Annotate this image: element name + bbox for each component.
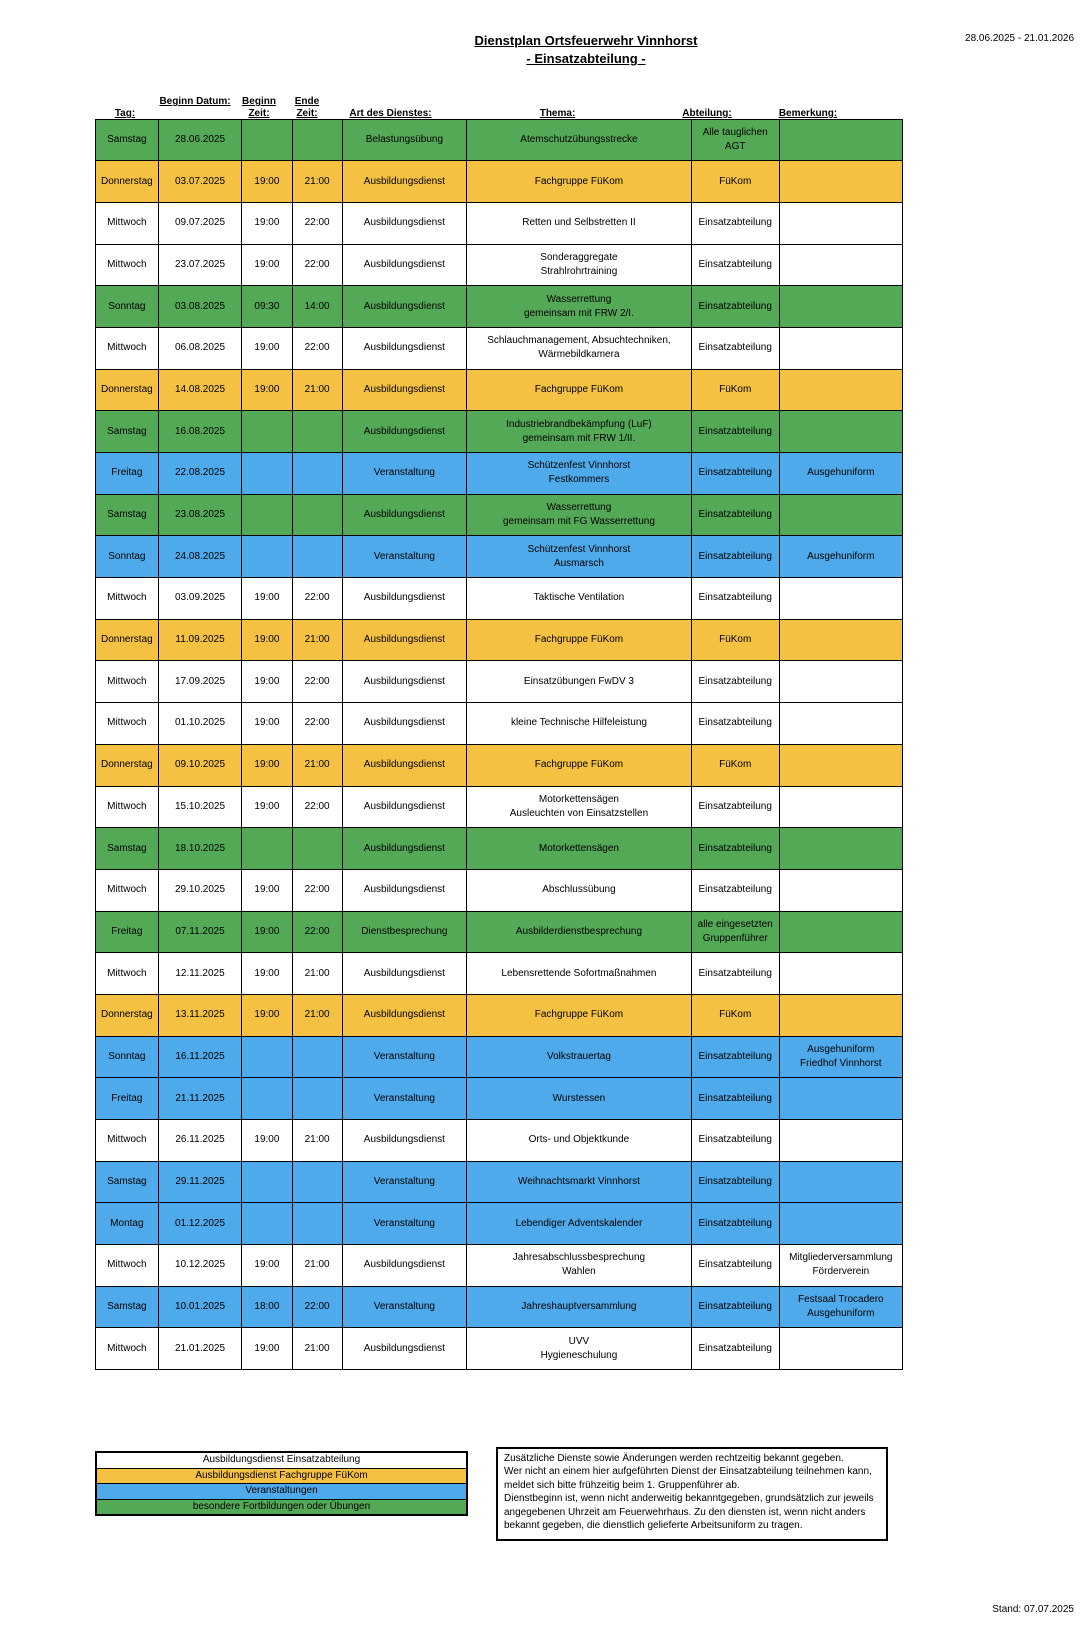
header-beginn-datum: Beginn Datum: xyxy=(159,96,231,107)
cell-tag: Mittwoch xyxy=(96,327,159,369)
cell-datum: 09.07.2025 xyxy=(158,202,242,244)
table-row xyxy=(96,536,903,578)
cell-thema: Fachgruppe FüKom xyxy=(467,994,692,1036)
cell-ende xyxy=(292,411,342,453)
cell-thema: Wasserrettung gemeinsam mit FG Wasserrettung xyxy=(467,494,692,536)
cell-abteilung: Einsatzabteilung xyxy=(691,1203,779,1245)
cell-datum: 03.07.2025 xyxy=(158,161,242,203)
cell-bemerkung xyxy=(779,411,902,453)
table-row xyxy=(96,1036,903,1078)
table-row xyxy=(96,411,903,453)
cell-art: Veranstaltung xyxy=(342,1161,466,1203)
note-line: Wer nicht an einem hier aufgeführten Dienst der Einsatzabteilung teilnehmen kann, meldet sich bitte frühzeitig beim 1. Gruppenführer ab. xyxy=(504,1466,872,1491)
cell-ende: 22:00 xyxy=(292,911,342,953)
cell-beginn xyxy=(242,1036,292,1078)
table-row xyxy=(96,828,903,870)
cell-tag: Sonntag xyxy=(96,536,159,578)
cell-beginn: 19:00 xyxy=(242,369,292,411)
table-row xyxy=(96,286,903,328)
cell-beginn xyxy=(242,1203,292,1245)
cell-thema: Fachgruppe FüKom xyxy=(467,744,692,786)
cell-thema: Taktische Ventilation xyxy=(467,578,692,620)
table-row xyxy=(96,244,903,286)
cell-thema: Sonderaggregate Strahlrohrtraining xyxy=(467,244,692,286)
header-abteilung: Abteilung: xyxy=(682,108,732,119)
cell-abteilung: Einsatzabteilung xyxy=(691,1161,779,1203)
cell-thema: Schlauchmanagement, Absuchtechniken, Wärmebildkamera xyxy=(467,327,692,369)
legend-item-green: besondere Fortbildungen oder Übungen xyxy=(97,1500,466,1515)
cell-tag: Sonntag xyxy=(96,286,159,328)
legend-item-orange: Ausbildungsdienst Fachgruppe FüKom xyxy=(97,1469,466,1485)
cell-ende: 22:00 xyxy=(292,661,342,703)
cell-bemerkung xyxy=(779,661,902,703)
cell-ende xyxy=(292,119,342,161)
cell-datum: 28.06.2025 xyxy=(158,119,242,161)
cell-datum: 21.01.2025 xyxy=(158,1328,242,1370)
cell-thema: Schützenfest Vinnhorst Festkommers xyxy=(467,453,692,495)
cell-abteilung: Einsatzabteilung xyxy=(691,453,779,495)
cell-tag: Samstag xyxy=(96,828,159,870)
cell-ende: 22:00 xyxy=(292,869,342,911)
cell-abteilung: Einsatzabteilung xyxy=(691,1245,779,1287)
table-row xyxy=(96,453,903,495)
cell-bemerkung xyxy=(779,369,902,411)
cell-art: Ausbildungsdienst xyxy=(342,744,466,786)
cell-tag: Mittwoch xyxy=(96,244,159,286)
table-row xyxy=(96,619,903,661)
cell-datum: 21.11.2025 xyxy=(158,1078,242,1120)
cell-datum: 12.11.2025 xyxy=(158,953,242,995)
cell-beginn: 19:00 xyxy=(242,202,292,244)
cell-thema: Jahreshauptversammlung xyxy=(467,1286,692,1328)
legend-item-blue: Veranstaltungen xyxy=(97,1484,466,1500)
cell-thema: Jahresabschlussbesprechung Wahlen xyxy=(467,1245,692,1287)
cell-datum: 03.08.2025 xyxy=(158,286,242,328)
cell-ende xyxy=(292,536,342,578)
cell-abteilung: Einsatzabteilung xyxy=(691,578,779,620)
cell-beginn: 19:00 xyxy=(242,953,292,995)
cell-art: Veranstaltung xyxy=(342,1036,466,1078)
cell-tag: Mittwoch xyxy=(96,869,159,911)
table-row xyxy=(96,494,903,536)
cell-bemerkung xyxy=(779,1161,902,1203)
cell-datum: 01.10.2025 xyxy=(158,703,242,745)
header-beginn-zeit: Beginn Zeit: xyxy=(242,96,276,119)
cell-tag: Samstag xyxy=(96,119,159,161)
cell-ende: 22:00 xyxy=(292,703,342,745)
cell-tag: Donnerstag xyxy=(96,161,159,203)
cell-thema: UVV Hygieneschulung xyxy=(467,1328,692,1370)
cell-art: Ausbildungsdienst xyxy=(342,369,466,411)
cell-tag: Samstag xyxy=(96,411,159,453)
cell-datum: 18.10.2025 xyxy=(158,828,242,870)
cell-beginn: 19:00 xyxy=(242,161,292,203)
cell-ende xyxy=(292,1078,342,1120)
cell-beginn: 19:00 xyxy=(242,786,292,828)
cell-bemerkung xyxy=(779,161,902,203)
cell-datum: 03.09.2025 xyxy=(158,578,242,620)
cell-art: Ausbildungsdienst xyxy=(342,202,466,244)
cell-beginn xyxy=(242,494,292,536)
table-row xyxy=(96,578,903,620)
table-row xyxy=(96,994,903,1036)
cell-ende: 21:00 xyxy=(292,619,342,661)
cell-art: Ausbildungsdienst xyxy=(342,869,466,911)
cell-bemerkung: Ausgehuniform Friedhof Vinnhorst xyxy=(779,1036,902,1078)
cell-ende: 22:00 xyxy=(292,327,342,369)
cell-art: Ausbildungsdienst xyxy=(342,786,466,828)
cell-bemerkung xyxy=(779,911,902,953)
cell-datum: 01.12.2025 xyxy=(158,1203,242,1245)
cell-art: Ausbildungsdienst xyxy=(342,161,466,203)
cell-beginn: 19:00 xyxy=(242,1328,292,1370)
table-row xyxy=(96,869,903,911)
cell-thema: Atemschutzübungsstrecke xyxy=(467,119,692,161)
cell-abteilung: Einsatzabteilung xyxy=(691,1328,779,1370)
cell-tag: Montag xyxy=(96,1203,159,1245)
cell-datum: 23.07.2025 xyxy=(158,244,242,286)
cell-art: Ausbildungsdienst xyxy=(342,327,466,369)
cell-datum: 15.10.2025 xyxy=(158,786,242,828)
cell-abteilung: Einsatzabteilung xyxy=(691,244,779,286)
table-row xyxy=(96,1286,903,1328)
cell-abteilung: Einsatzabteilung xyxy=(691,661,779,703)
cell-beginn: 19:00 xyxy=(242,244,292,286)
cell-ende: 21:00 xyxy=(292,744,342,786)
cell-bemerkung xyxy=(779,703,902,745)
cell-thema: Fachgruppe FüKom xyxy=(467,619,692,661)
table-row xyxy=(96,744,903,786)
cell-art: Veranstaltung xyxy=(342,453,466,495)
cell-bemerkung xyxy=(779,744,902,786)
cell-beginn xyxy=(242,411,292,453)
cell-bemerkung xyxy=(779,1328,902,1370)
cell-art: Veranstaltung xyxy=(342,536,466,578)
cell-beginn: 19:00 xyxy=(242,619,292,661)
cell-beginn: 18:00 xyxy=(242,1286,292,1328)
stand-date: Stand: 07.07.2025 xyxy=(992,1604,1074,1615)
cell-beginn: 19:00 xyxy=(242,1120,292,1162)
cell-ende: 21:00 xyxy=(292,1120,342,1162)
note-line: Dienstbeginn ist, wenn nicht anderweitig bekanntgegeben, grundsätzlich zur jeweils angegebenen Uhrzeit am Feuerwehrhaus. Zu den diensten ist, wenn nicht anders bekannt gegeben, die dienstlich gelieferte Arbeitsuniform zu tragen. xyxy=(504,1493,874,1532)
cell-ende xyxy=(292,494,342,536)
cell-datum: 14.08.2025 xyxy=(158,369,242,411)
table-row xyxy=(96,1328,903,1370)
cell-tag: Donnerstag xyxy=(96,994,159,1036)
cell-tag: Samstag xyxy=(96,1161,159,1203)
cell-art: Ausbildungsdienst xyxy=(342,1328,466,1370)
cell-beginn: 19:00 xyxy=(242,661,292,703)
cell-tag: Mittwoch xyxy=(96,1328,159,1370)
cell-art: Ausbildungsdienst xyxy=(342,244,466,286)
cell-beginn xyxy=(242,453,292,495)
cell-ende: 22:00 xyxy=(292,578,342,620)
cell-thema: Abschlussübung xyxy=(467,869,692,911)
cell-bemerkung xyxy=(779,244,902,286)
cell-ende xyxy=(292,1203,342,1245)
cell-datum: 22.08.2025 xyxy=(158,453,242,495)
header-tag: Tag: xyxy=(114,108,136,119)
cell-tag: Mittwoch xyxy=(96,703,159,745)
cell-ende: 14:00 xyxy=(292,286,342,328)
cell-thema: Ausbilderdienstbesprechung xyxy=(467,911,692,953)
table-row xyxy=(96,202,903,244)
cell-beginn xyxy=(242,119,292,161)
cell-abteilung: FüKom xyxy=(691,994,779,1036)
table-row xyxy=(96,911,903,953)
cell-beginn: 19:00 xyxy=(242,578,292,620)
cell-ende xyxy=(292,1036,342,1078)
cell-bemerkung xyxy=(779,869,902,911)
cell-bemerkung xyxy=(779,994,902,1036)
table-row xyxy=(96,953,903,995)
cell-ende: 21:00 xyxy=(292,953,342,995)
cell-tag: Samstag xyxy=(96,1286,159,1328)
cell-ende xyxy=(292,1161,342,1203)
cell-art: Ausbildungsdienst xyxy=(342,828,466,870)
table-row xyxy=(96,119,903,161)
cell-thema: Wurstessen xyxy=(467,1078,692,1120)
cell-tag: Mittwoch xyxy=(96,953,159,995)
cell-datum: 10.12.2025 xyxy=(158,1245,242,1287)
cell-abteilung: Einsatzabteilung xyxy=(691,411,779,453)
cell-ende: 22:00 xyxy=(292,1286,342,1328)
cell-tag: Donnerstag xyxy=(96,744,159,786)
cell-thema: Schützenfest Vinnhorst Ausmarsch xyxy=(467,536,692,578)
cell-datum: 24.08.2025 xyxy=(158,536,242,578)
cell-ende: 21:00 xyxy=(292,1245,342,1287)
cell-abteilung: FüKom xyxy=(691,744,779,786)
cell-datum: 13.11.2025 xyxy=(158,994,242,1036)
table-row xyxy=(96,1203,903,1245)
cell-datum: 10.01.2025 xyxy=(158,1286,242,1328)
cell-art: Ausbildungsdienst xyxy=(342,661,466,703)
cell-tag: Freitag xyxy=(96,1078,159,1120)
cell-thema: Motorkettensägen xyxy=(467,828,692,870)
cell-bemerkung xyxy=(779,1078,902,1120)
cell-datum: 06.08.2025 xyxy=(158,327,242,369)
cell-thema: Lebendiger Adventskalender xyxy=(467,1203,692,1245)
cell-beginn xyxy=(242,536,292,578)
cell-beginn xyxy=(242,1078,292,1120)
cell-bemerkung xyxy=(779,786,902,828)
cell-ende: 21:00 xyxy=(292,369,342,411)
cell-datum: 16.11.2025 xyxy=(158,1036,242,1078)
cell-abteilung: Alle tauglichen AGT xyxy=(691,119,779,161)
cell-tag: Freitag xyxy=(96,453,159,495)
cell-thema: Industriebrandbekämpfung (LuF) gemeinsam mit FRW 1/II. xyxy=(467,411,692,453)
cell-thema: Wasserrettung gemeinsam mit FRW 2/I. xyxy=(467,286,692,328)
cell-thema: kleine Technische Hilfeleistung xyxy=(467,703,692,745)
cell-thema: Retten und Selbstretten II xyxy=(467,202,692,244)
cell-abteilung: Einsatzabteilung xyxy=(691,703,779,745)
cell-thema: Weihnachtsmarkt Vinnhorst xyxy=(467,1161,692,1203)
cell-bemerkung xyxy=(779,953,902,995)
cell-abteilung: Einsatzabteilung xyxy=(691,286,779,328)
table-row xyxy=(96,661,903,703)
cell-thema: Volkstrauertag xyxy=(467,1036,692,1078)
cell-abteilung: FüKom xyxy=(691,619,779,661)
cell-abteilung: FüKom xyxy=(691,369,779,411)
cell-art: Ausbildungsdienst xyxy=(342,953,466,995)
cell-datum: 23.08.2025 xyxy=(158,494,242,536)
cell-thema: Motorkettensägen Ausleuchten von Einsatzstellen xyxy=(467,786,692,828)
legend xyxy=(95,1451,468,1516)
cell-bemerkung xyxy=(779,578,902,620)
cell-tag: Freitag xyxy=(96,911,159,953)
cell-abteilung: Einsatzabteilung xyxy=(691,327,779,369)
date-range: 28.06.2025 - 21.01.2026 xyxy=(965,33,1074,44)
cell-datum: 09.10.2025 xyxy=(158,744,242,786)
cell-ende: 22:00 xyxy=(292,786,342,828)
cell-thema: Lebensrettende Sofortmaßnahmen xyxy=(467,953,692,995)
cell-ende: 21:00 xyxy=(292,161,342,203)
cell-art: Dienstbesprechung xyxy=(342,911,466,953)
legend-item-white: Ausbildungsdienst Einsatzabteilung xyxy=(97,1453,466,1469)
cell-beginn: 09:30 xyxy=(242,286,292,328)
cell-bemerkung xyxy=(779,119,902,161)
cell-abteilung: Einsatzabteilung xyxy=(691,1286,779,1328)
cell-beginn: 19:00 xyxy=(242,1245,292,1287)
cell-thema: Fachgruppe FüKom xyxy=(467,369,692,411)
cell-bemerkung xyxy=(779,828,902,870)
cell-tag: Mittwoch xyxy=(96,202,159,244)
schedule-body xyxy=(96,119,903,1370)
cell-bemerkung: Mitgliederversammlung Förderverein xyxy=(779,1245,902,1287)
cell-bemerkung xyxy=(779,202,902,244)
cell-datum: 07.11.2025 xyxy=(158,911,242,953)
page-title xyxy=(0,32,1080,68)
cell-beginn: 19:00 xyxy=(242,994,292,1036)
subtitle-line: - Einsatzabteilung - xyxy=(526,51,646,66)
cell-bemerkung: Festsaal Trocadero Ausgehuniform xyxy=(779,1286,902,1328)
cell-art: Ausbildungsdienst xyxy=(342,1245,466,1287)
cell-datum: 26.11.2025 xyxy=(158,1120,242,1162)
cell-beginn: 19:00 xyxy=(242,703,292,745)
schedule-table xyxy=(95,119,903,1371)
table-row xyxy=(96,1120,903,1162)
cell-bemerkung xyxy=(779,327,902,369)
cell-abteilung: alle eingesetzten Gruppenführer xyxy=(691,911,779,953)
cell-abteilung: Einsatzabteilung xyxy=(691,1120,779,1162)
cell-thema: Orts- und Objektkunde xyxy=(467,1120,692,1162)
cell-abteilung: Einsatzabteilung xyxy=(691,786,779,828)
cell-art: Veranstaltung xyxy=(342,1203,466,1245)
cell-bemerkung xyxy=(779,286,902,328)
table-row xyxy=(96,703,903,745)
cell-bemerkung xyxy=(779,494,902,536)
table-row xyxy=(96,1161,903,1203)
cell-abteilung: Einsatzabteilung xyxy=(691,1078,779,1120)
cell-tag: Mittwoch xyxy=(96,661,159,703)
cell-ende: 21:00 xyxy=(292,1328,342,1370)
cell-tag: Mittwoch xyxy=(96,1120,159,1162)
cell-datum: 29.11.2025 xyxy=(158,1161,242,1203)
cell-ende: 22:00 xyxy=(292,244,342,286)
header-ende-zeit: Ende Zeit: xyxy=(294,96,320,119)
cell-ende xyxy=(292,453,342,495)
cell-tag: Donnerstag xyxy=(96,619,159,661)
cell-art: Ausbildungsdienst xyxy=(342,994,466,1036)
cell-art: Ausbildungsdienst xyxy=(342,703,466,745)
cell-thema: Einsatzübungen FwDV 3 xyxy=(467,661,692,703)
cell-datum: 17.09.2025 xyxy=(158,661,242,703)
header-thema: Thema: xyxy=(539,108,576,119)
cell-beginn: 19:00 xyxy=(242,869,292,911)
cell-bemerkung xyxy=(779,619,902,661)
cell-bemerkung: Ausgehuniform xyxy=(779,453,902,495)
cell-art: Belastungsübung xyxy=(342,119,466,161)
cell-bemerkung: Ausgehuniform xyxy=(779,536,902,578)
cell-beginn: 19:00 xyxy=(242,911,292,953)
cell-abteilung: Einsatzabteilung xyxy=(691,494,779,536)
cell-art: Ausbildungsdienst xyxy=(342,286,466,328)
cell-thema: Fachgruppe FüKom xyxy=(467,161,692,203)
table-row xyxy=(96,786,903,828)
cell-art: Ausbildungsdienst xyxy=(342,411,466,453)
cell-art: Ausbildungsdienst xyxy=(342,1120,466,1162)
cell-ende xyxy=(292,828,342,870)
cell-bemerkung xyxy=(779,1203,902,1245)
cell-datum: 16.08.2025 xyxy=(158,411,242,453)
table-row xyxy=(96,369,903,411)
cell-datum: 11.09.2025 xyxy=(158,619,242,661)
cell-tag: Samstag xyxy=(96,494,159,536)
header-bemerkung: Bemerkung: xyxy=(778,108,838,119)
header-art: Art des Dienstes: xyxy=(349,108,432,119)
cell-beginn xyxy=(242,1161,292,1203)
cell-tag: Mittwoch xyxy=(96,786,159,828)
cell-art: Veranstaltung xyxy=(342,1286,466,1328)
cell-abteilung: FüKom xyxy=(691,161,779,203)
cell-tag: Mittwoch xyxy=(96,1245,159,1287)
cell-ende: 22:00 xyxy=(292,202,342,244)
cell-abteilung: Einsatzabteilung xyxy=(691,953,779,995)
cell-abteilung: Einsatzabteilung xyxy=(691,828,779,870)
table-row xyxy=(96,1245,903,1287)
info-note xyxy=(496,1447,888,1541)
cell-abteilung: Einsatzabteilung xyxy=(691,1036,779,1078)
cell-abteilung: Einsatzabteilung xyxy=(691,536,779,578)
cell-beginn: 19:00 xyxy=(242,327,292,369)
table-row xyxy=(96,327,903,369)
cell-art: Ausbildungsdienst xyxy=(342,494,466,536)
cell-art: Veranstaltung xyxy=(342,1078,466,1120)
title-line: Dienstplan Ortsfeuerwehr Vinnhorst xyxy=(474,33,698,48)
cell-beginn: 19:00 xyxy=(242,744,292,786)
cell-abteilung: Einsatzabteilung xyxy=(691,869,779,911)
cell-ende: 21:00 xyxy=(292,994,342,1036)
cell-abteilung: Einsatzabteilung xyxy=(691,202,779,244)
cell-tag: Mittwoch xyxy=(96,578,159,620)
cell-art: Ausbildungsdienst xyxy=(342,578,466,620)
note-line: Zusätzliche Dienste sowie Änderungen werden rechtzeitig bekannt gegeben. xyxy=(504,1453,844,1464)
cell-beginn xyxy=(242,828,292,870)
cell-tag: Sonntag xyxy=(96,1036,159,1078)
cell-tag: Donnerstag xyxy=(96,369,159,411)
cell-bemerkung xyxy=(779,1120,902,1162)
cell-datum: 29.10.2025 xyxy=(158,869,242,911)
table-row xyxy=(96,1078,903,1120)
table-row xyxy=(96,161,903,203)
cell-art: Ausbildungsdienst xyxy=(342,619,466,661)
